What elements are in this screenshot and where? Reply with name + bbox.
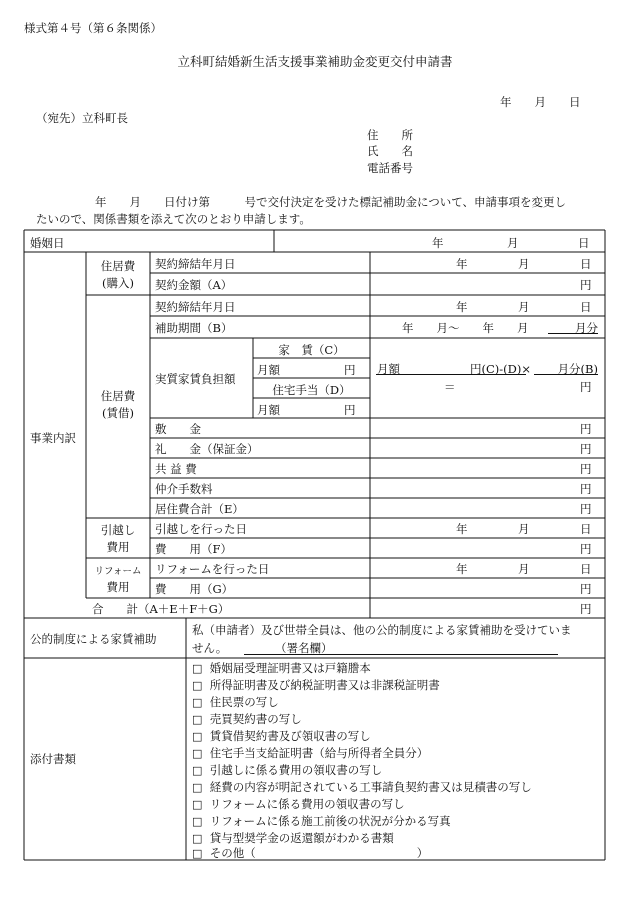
checkbox-icon[interactable]: □ [192, 747, 203, 760]
checkbox-icon[interactable]: □ [192, 764, 203, 777]
reform-label-1: リフォーム [94, 566, 142, 577]
attachment-item [192, 694, 279, 710]
phone-label: 電話番号 [367, 161, 413, 175]
subsidy-period-value: 年 月～ 年 月 [402, 321, 529, 335]
formula-months: 月分(B) [557, 362, 598, 376]
purchase-day-unit: 日 [580, 257, 592, 271]
intro-line-2: たいので、関係書類を添えて次のとおり申請します。 [36, 212, 311, 226]
period-months-unit: 月分 [575, 321, 598, 335]
reform-cost-yen-unit: 円 [580, 582, 592, 596]
public-aid-text-2: せん。 [192, 641, 228, 655]
checkbox-icon[interactable]: □ [192, 730, 203, 743]
brokerage-yen-unit: 円 [580, 482, 592, 496]
deposit-label: 敷 金 [155, 422, 201, 436]
rental-month-unit: 月 [518, 300, 530, 314]
attachment-label: リフォームに係る費用の領収書の写し [209, 797, 405, 811]
checkbox-icon[interactable]: □ [192, 832, 203, 845]
attachment-item [192, 728, 371, 744]
formula-monthly-label: 月額 [377, 362, 400, 376]
moving-cost-label: 費 用（F） [155, 542, 232, 556]
reform-date-label: リフォームを行った日 [155, 562, 270, 576]
grand-total-label: 合 計（A＋E＋F＋G） [92, 602, 230, 616]
form-number: 様式第４号（第６条関係） [24, 21, 162, 35]
marriage-year-unit: 年 [432, 236, 444, 250]
attachment-label: 住民票の写し [209, 695, 279, 709]
brokerage-label: 仲介手数料 [155, 482, 213, 496]
attachment-item [192, 813, 451, 829]
public-aid-label: 公的制度による家賃補助 [30, 632, 157, 646]
allowance-yen-unit: 円 [344, 403, 356, 417]
attachment-label: 所得証明書及び納税証明書又は非課税証明書 [209, 678, 440, 692]
rental-total-yen-unit: 円 [580, 502, 592, 516]
rental-day-unit: 日 [580, 300, 592, 314]
checkbox-icon[interactable]: □ [192, 696, 203, 709]
reform-year-unit: 年 [456, 562, 468, 576]
moving-date-label: 引越しを行った日 [155, 522, 247, 536]
purchase-contract-date-label: 契約締結年月日 [155, 257, 236, 271]
attachment-item [192, 796, 405, 812]
attachment-label: 賃貸借契約書及び領収書の写し [209, 729, 371, 743]
attachment-label: 引越しに係る費用の領収書の写し [209, 763, 383, 777]
purchase-month-unit: 月 [518, 257, 530, 271]
checkbox-icon[interactable]: □ [192, 815, 203, 828]
purchase-amount-unit: 円 [580, 278, 592, 292]
rental-year-unit: 年 [456, 300, 468, 314]
reform-day-unit: 日 [580, 562, 592, 576]
formula-expression: 円(C)-(D)× [470, 362, 531, 376]
purchase-amount-label: 契約金額（A） [155, 278, 233, 292]
moving-cost-yen-unit: 円 [580, 542, 592, 556]
allowance-monthly-label: 月額 [257, 403, 280, 417]
rent-yen-unit: 円 [344, 363, 356, 377]
attachment-item [192, 779, 532, 795]
marriage-day-unit: 日 [578, 236, 590, 250]
checkbox-icon[interactable]: □ [192, 713, 203, 726]
moving-year-unit: 年 [456, 522, 468, 536]
attachment-item [192, 677, 440, 693]
formula-yen-unit: 円 [580, 380, 592, 394]
attachment-label: 住宅手当支給証明書（給与所得者全員分） [209, 746, 429, 760]
details-section-label: 事業内訳 [30, 431, 76, 445]
moving-label-1: 引越し [100, 523, 136, 537]
common-fee-yen-unit: 円 [580, 462, 592, 476]
attachment-item [192, 830, 394, 846]
marriage-date-label: 婚姻日 [30, 236, 65, 250]
reform-label-2: 費用 [106, 580, 130, 594]
purchase-label-1: 住居費 [100, 259, 136, 273]
public-aid-text-1: 私（申請者）及び世帯全員は、他の公的制度による家賃補助を受けていま [192, 623, 572, 637]
attachment-label: 売買契約書の写し [209, 712, 302, 726]
rent-burden-label: 実質家賃負担額 [155, 372, 236, 386]
moving-day-unit: 日 [580, 522, 592, 536]
name-label: 氏 名 [367, 144, 413, 158]
attachment-label: 婚姻届受理証明書又は戸籍謄本 [209, 661, 371, 675]
rental-label-1: 住居費 [100, 389, 136, 403]
checkbox-icon[interactable]: □ [192, 679, 203, 692]
attachment-item [192, 762, 382, 778]
attachment-item [192, 660, 371, 676]
marriage-month-unit: 月 [507, 236, 519, 250]
signature-field[interactable]: （署名欄） [275, 641, 333, 655]
application-date: 年 月 日 [500, 95, 581, 109]
reform-cost-label: 費 用（G） [155, 582, 234, 596]
rental-label-2: (賃借) [102, 406, 134, 420]
purchase-label-2: (購入) [102, 276, 134, 290]
checkbox-icon[interactable]: □ [192, 781, 203, 794]
rental-total-label: 居住費合計（E） [155, 502, 244, 516]
attachment-item [192, 711, 302, 727]
reform-month-unit: 月 [518, 562, 530, 576]
attachment-item [192, 745, 428, 761]
checkbox-icon[interactable]: □ [192, 847, 203, 860]
rent-monthly-label: 月額 [257, 363, 280, 377]
deposit-yen-unit: 円 [580, 422, 592, 436]
attachment-item [192, 845, 428, 861]
subsidy-period-label: 補助期間（B） [155, 321, 233, 335]
attachment-label: その他（ ） [209, 846, 429, 860]
rental-contract-date-label: 契約締結年月日 [155, 300, 236, 314]
formula-equals: ＝ [444, 380, 456, 394]
moving-month-unit: 月 [518, 522, 530, 536]
attachment-label: リフォームに係る施工前後の状況が分かる写真 [209, 814, 451, 828]
key-money-label: 礼 金（保証金） [155, 442, 259, 456]
common-fee-label: 共 益 費 [155, 462, 197, 476]
page-title: 立科町結婚新生活支援事業補助金変更交付申請書 [177, 54, 453, 69]
intro-line-1: 年 月 日付け第 号で交付決定を受けた標記補助金について、申請事項を変更し [95, 195, 567, 209]
checkbox-icon[interactable]: □ [192, 798, 203, 811]
attachment-label: 貸与型奨学金の返還額がわかる書類 [209, 831, 394, 845]
signature-underline [244, 654, 558, 655]
attachments-label: 添付書類 [30, 752, 76, 766]
moving-label-2: 費用 [106, 540, 130, 554]
purchase-year-unit: 年 [456, 257, 468, 271]
grand-total-yen-unit: 円 [580, 602, 592, 616]
housing-allowance-label: 住宅手当（D） [272, 383, 351, 397]
address-label: 住 所 [367, 128, 413, 142]
checkbox-icon[interactable]: □ [192, 662, 203, 675]
rent-label: 家 賃（C） [278, 343, 345, 357]
key-money-yen-unit: 円 [580, 442, 592, 456]
addressee: （宛先）立科町長 [36, 111, 128, 125]
attachment-label: 経費の内容が明記されている工事請負契約書又は見積書の写し [209, 780, 532, 794]
